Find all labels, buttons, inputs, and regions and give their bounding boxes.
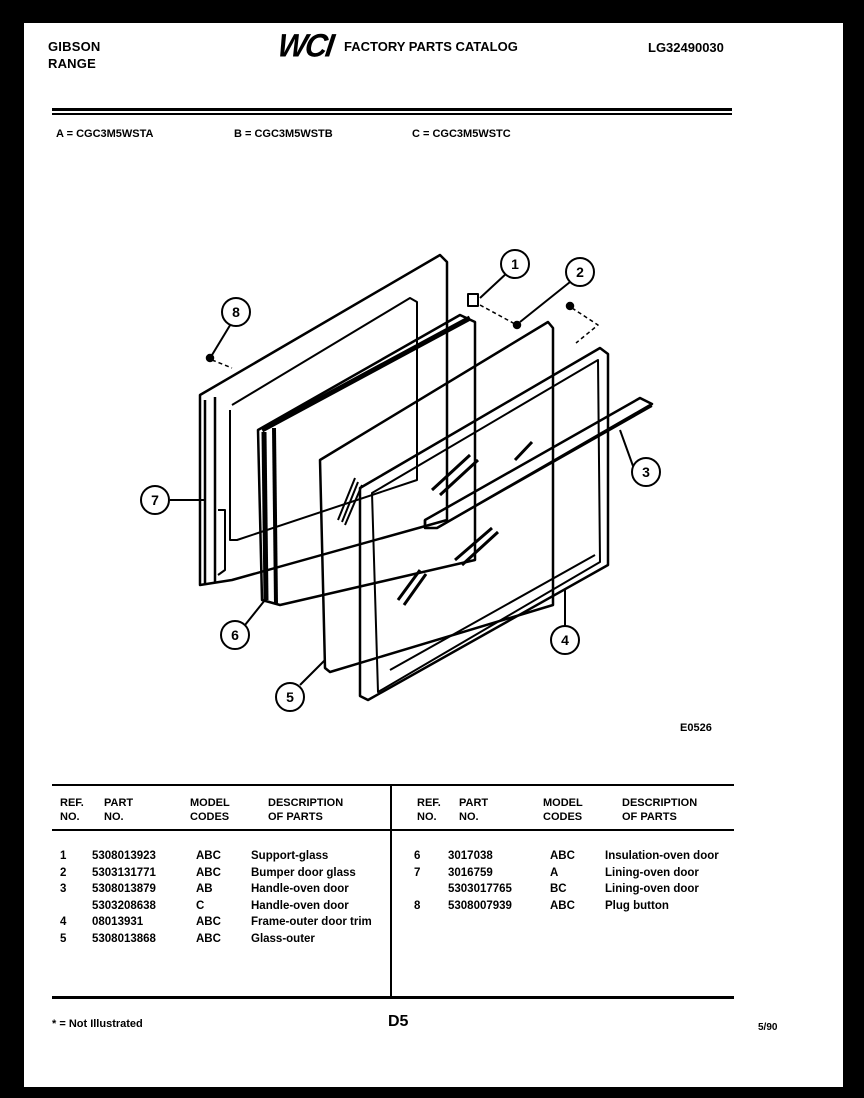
col-desc-right	[605, 848, 719, 914]
table-cell: 3017038	[448, 850, 493, 862]
svg-text:2: 2	[576, 264, 584, 280]
col-desc-left	[251, 848, 372, 947]
table-cell: Plug button	[605, 899, 669, 912]
catalog-number: LG32490030	[648, 40, 724, 55]
svg-text:7: 7	[151, 492, 159, 508]
table-cell: 5308007939	[448, 899, 512, 912]
table-header-rule	[52, 829, 734, 831]
table-cell: 2	[60, 866, 67, 879]
table-cell: ABC	[550, 899, 575, 912]
brand-line-2: RANGE	[48, 56, 96, 71]
table-cell: Handle-oven door	[251, 883, 349, 895]
table-cell: A	[550, 866, 559, 879]
table-cell	[60, 898, 66, 915]
table-cell: 4	[60, 916, 67, 928]
table-cell: 3	[60, 883, 67, 895]
table-cell: C	[196, 899, 205, 912]
header-part-right: PART NO.	[459, 797, 489, 823]
model-b: B = CGC3M5WSTB	[234, 128, 333, 140]
table-cell: 5308013923	[92, 850, 156, 862]
header-desc-left: DESCRIPTION OF PARTS	[268, 797, 344, 823]
table-cell: ABC	[550, 850, 575, 862]
print-date: 5/90	[758, 1022, 778, 1033]
callouts	[141, 250, 660, 711]
header-ref-right: REF. NO.	[417, 797, 441, 823]
svg-text:5: 5	[286, 689, 294, 705]
header-model-right: MODEL CODES	[543, 797, 583, 823]
header-ref-left: REF. NO.	[60, 797, 84, 823]
col-codes-left	[196, 848, 221, 947]
table-cell: ABC	[196, 850, 221, 862]
table-cell: 6	[414, 850, 421, 862]
table-cell: 5303131771	[92, 866, 156, 879]
table-cell: 3016759	[448, 866, 493, 879]
table-cell: Glass-outer	[251, 932, 315, 945]
col-part-right	[448, 848, 512, 914]
table-cell: Lining-oven door	[605, 883, 699, 895]
header-model-left: MODEL CODES	[190, 797, 230, 823]
svg-text:4: 4	[561, 632, 569, 648]
table-cell: ABC	[196, 866, 221, 879]
table-cell: 1	[60, 850, 67, 862]
table-cell: BC	[550, 883, 567, 895]
header-part-left: PART NO.	[104, 797, 134, 823]
table-cell	[414, 881, 420, 898]
catalog-title: FACTORY PARTS CATALOG	[344, 39, 518, 54]
table-cell: Handle-oven door	[251, 899, 349, 912]
part-6-insulation	[258, 315, 475, 605]
table-cell: Lining-oven door	[605, 866, 699, 879]
table-cell: 8	[414, 899, 421, 912]
header-desc-right: DESCRIPTION OF PARTS	[622, 797, 698, 823]
svg-text:6: 6	[231, 627, 239, 643]
col-part-left	[92, 848, 156, 947]
svg-text:3: 3	[642, 464, 650, 480]
table-cell: 5303017765	[448, 883, 512, 895]
part-3-handle	[425, 398, 652, 528]
table-top-rule	[52, 784, 734, 786]
table-cell: 7	[414, 866, 421, 879]
svg-text:8: 8	[232, 304, 240, 320]
col-ref-right	[414, 848, 420, 914]
table-cell: Insulation-oven door	[605, 850, 719, 862]
table-cell: Bumper door glass	[251, 866, 356, 879]
col-codes-right	[550, 848, 575, 914]
svg-text:1: 1	[511, 256, 519, 272]
table-cell: Support-glass	[251, 850, 329, 862]
table-cell: 08013931	[92, 916, 144, 928]
table-cell: ABC	[196, 916, 221, 928]
table-column-divider	[390, 784, 392, 996]
table-bottom-rule	[52, 996, 734, 999]
table-cell: 5308013879	[92, 883, 156, 895]
brand-line-1: GIBSON	[48, 39, 101, 54]
table-cell: 5308013868	[92, 932, 156, 945]
table-cell: 5303208638	[92, 899, 156, 912]
page-code: D5	[388, 1013, 409, 1030]
table-cell: 5	[60, 932, 67, 945]
model-a: A = CGC3M5WSTA	[56, 128, 154, 140]
col-ref-left	[60, 848, 66, 947]
figure-code: E0526	[680, 722, 712, 734]
table-cell: Frame-outer door trim	[251, 916, 372, 928]
not-illustrated-note: * = Not Illustrated	[52, 1018, 143, 1030]
table-cell: AB	[196, 883, 213, 895]
model-c: C = CGC3M5WSTC	[412, 128, 511, 140]
wci-logo: WCI	[275, 27, 335, 64]
table-cell: ABC	[196, 932, 221, 945]
